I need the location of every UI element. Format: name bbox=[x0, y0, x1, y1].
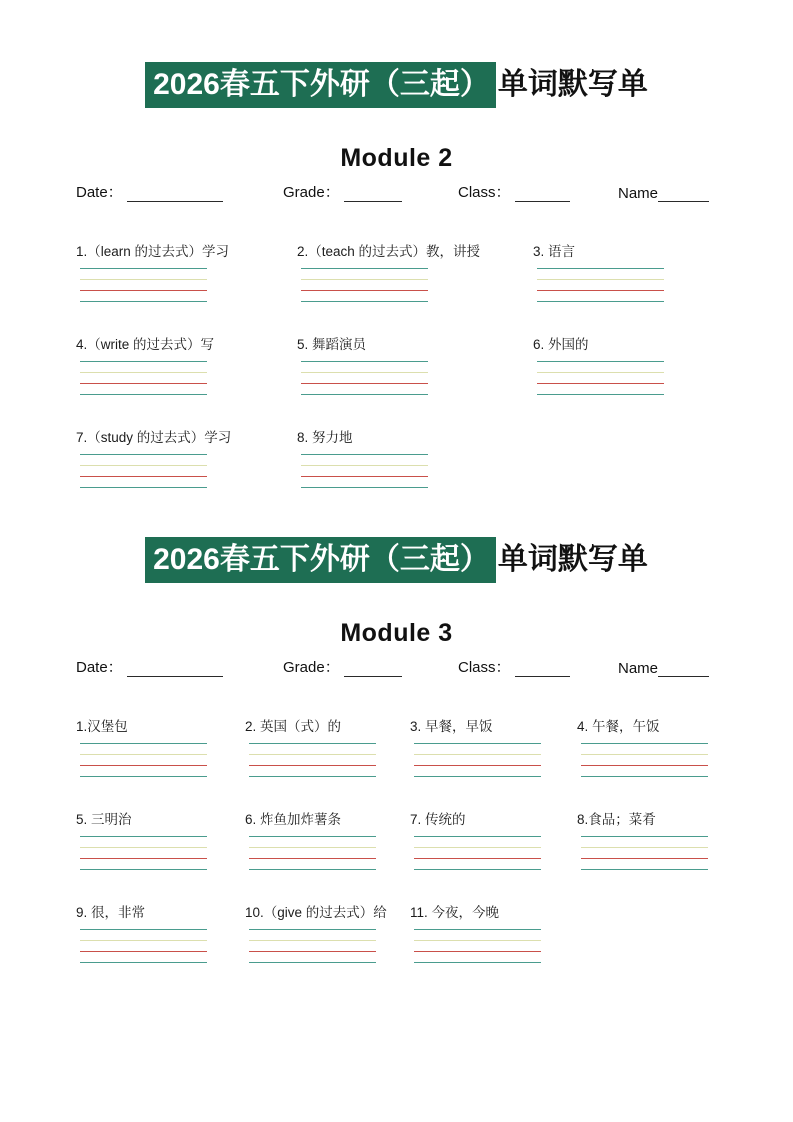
vocab-item bbox=[245, 717, 410, 777]
writing-line-lower-mid bbox=[414, 858, 541, 859]
writing-line-lower-mid bbox=[301, 383, 428, 384]
info-fields-row bbox=[0, 657, 793, 677]
vocab-item bbox=[577, 810, 727, 870]
module-3-section bbox=[0, 537, 793, 963]
banner-rest-text: 单词默写单 bbox=[497, 68, 648, 101]
writing-lines bbox=[297, 268, 428, 302]
vocab-row bbox=[0, 903, 793, 963]
writing-line-bottom bbox=[80, 301, 207, 302]
vocab-item-label: 10.（give 的过去式）给 bbox=[245, 905, 387, 920]
writing-line-top bbox=[301, 268, 428, 269]
vocab-item bbox=[533, 242, 717, 302]
vocab-item bbox=[76, 428, 297, 488]
writing-line-top bbox=[80, 929, 207, 930]
writing-line-lower-mid bbox=[414, 765, 541, 766]
class-label: Class： bbox=[458, 659, 511, 676]
writing-line-top bbox=[414, 743, 541, 744]
writing-line-bottom bbox=[80, 962, 207, 963]
vocab-item bbox=[76, 335, 297, 395]
writing-line-bottom bbox=[249, 869, 376, 870]
name-field bbox=[618, 660, 709, 677]
vocab-item bbox=[410, 810, 577, 870]
writing-line-lower-mid bbox=[581, 765, 708, 766]
vocab-item bbox=[76, 810, 245, 870]
date-field bbox=[76, 656, 283, 677]
writing-line-top bbox=[537, 268, 664, 269]
class-blank bbox=[515, 186, 570, 202]
vocab-item-label: 1.（learn 的过去式）学习 bbox=[76, 244, 230, 259]
writing-lines bbox=[245, 836, 376, 870]
vocab-item-label: 5. 舞蹈演员 bbox=[297, 337, 367, 352]
module-2-section bbox=[0, 0, 793, 488]
writing-line-top bbox=[80, 743, 207, 744]
vocab-item bbox=[410, 903, 577, 963]
vocab-item bbox=[297, 242, 533, 302]
writing-lines bbox=[577, 743, 708, 777]
writing-line-upper-mid bbox=[301, 372, 428, 373]
writing-line-top bbox=[249, 929, 376, 930]
writing-line-upper-mid bbox=[414, 754, 541, 755]
writing-line-upper-mid bbox=[80, 940, 207, 941]
grade-field bbox=[283, 656, 458, 677]
writing-line-top bbox=[249, 836, 376, 837]
vocab-item bbox=[533, 335, 717, 395]
writing-line-lower-mid bbox=[249, 858, 376, 859]
class-blank bbox=[515, 661, 570, 677]
class-label: Class： bbox=[458, 184, 511, 201]
writing-lines bbox=[410, 929, 541, 963]
writing-line-top bbox=[80, 454, 207, 455]
banner-highlight-text: 2026春五下外研（三起） bbox=[145, 62, 496, 108]
writing-line-upper-mid bbox=[301, 279, 428, 280]
vocab-item bbox=[76, 903, 245, 963]
writing-line-upper-mid bbox=[80, 465, 207, 466]
writing-line-bottom bbox=[249, 962, 376, 963]
vocab-item bbox=[410, 717, 577, 777]
writing-line-lower-mid bbox=[80, 476, 207, 477]
writing-line-upper-mid bbox=[249, 940, 376, 941]
writing-line-lower-mid bbox=[537, 290, 664, 291]
writing-line-bottom bbox=[414, 962, 541, 963]
vocab-item-label: 2.（teach 的过去式）教，讲授 bbox=[297, 244, 481, 259]
class-field bbox=[458, 181, 618, 202]
name-blank bbox=[658, 186, 709, 202]
writing-line-upper-mid bbox=[80, 847, 207, 848]
vocab-row bbox=[0, 242, 793, 302]
writing-lines bbox=[76, 454, 207, 488]
grade-label: Grade： bbox=[283, 184, 340, 201]
date-label: Date： bbox=[76, 184, 123, 201]
name-label: Name bbox=[618, 660, 659, 677]
vocab-item bbox=[76, 717, 245, 777]
vocab-item bbox=[245, 810, 410, 870]
vocab-item-label: 9. 很，非常 bbox=[76, 905, 146, 920]
writing-line-bottom bbox=[80, 869, 207, 870]
vocab-item-label: 3. 早餐，早饭 bbox=[410, 719, 493, 734]
writing-lines bbox=[533, 268, 664, 302]
writing-lines bbox=[76, 743, 207, 777]
writing-lines bbox=[76, 929, 207, 963]
writing-line-lower-mid bbox=[537, 383, 664, 384]
writing-lines bbox=[410, 743, 541, 777]
vocab-item bbox=[76, 242, 297, 302]
vocab-item-label: 4. 午餐，午饭 bbox=[577, 719, 660, 734]
sheet-banner bbox=[0, 537, 793, 583]
writing-line-upper-mid bbox=[249, 847, 376, 848]
module-title: Module 3 bbox=[340, 619, 453, 647]
writing-line-top bbox=[249, 743, 376, 744]
writing-line-lower-mid bbox=[80, 858, 207, 859]
vocab-row bbox=[0, 428, 793, 488]
writing-line-bottom bbox=[301, 487, 428, 488]
vocab-item-label: 8. 努力地 bbox=[297, 430, 353, 445]
vocab-row bbox=[0, 810, 793, 870]
vocab-row bbox=[0, 717, 793, 777]
writing-line-bottom bbox=[301, 394, 428, 395]
writing-line-lower-mid bbox=[301, 290, 428, 291]
name-label: Name bbox=[618, 185, 659, 202]
grade-label: Grade： bbox=[283, 659, 340, 676]
writing-lines bbox=[297, 454, 428, 488]
writing-line-upper-mid bbox=[80, 279, 207, 280]
writing-line-upper-mid bbox=[581, 754, 708, 755]
vocab-item-label: 3. 语言 bbox=[533, 244, 576, 259]
writing-line-top bbox=[581, 743, 708, 744]
vocab-item-label: 1.汉堡包 bbox=[76, 719, 128, 734]
vocab-item-label: 11. 今夜，今晚 bbox=[410, 905, 500, 920]
date-blank bbox=[127, 186, 223, 202]
writing-line-upper-mid bbox=[537, 279, 664, 280]
date-field bbox=[76, 181, 283, 202]
writing-lines bbox=[245, 743, 376, 777]
writing-line-top bbox=[80, 268, 207, 269]
writing-line-bottom bbox=[80, 776, 207, 777]
grade-field bbox=[283, 181, 458, 202]
writing-line-top bbox=[80, 836, 207, 837]
vocab-item-label: 6. 外国的 bbox=[533, 337, 589, 352]
banner-highlight-text: 2026春五下外研（三起） bbox=[145, 537, 496, 583]
vocab-item-label: 7.（study 的过去式）学习 bbox=[76, 430, 232, 445]
banner-rest-text: 单词默写单 bbox=[497, 543, 648, 576]
vocab-item-label: 4.（write 的过去式）写 bbox=[76, 337, 215, 352]
writing-line-bottom bbox=[80, 487, 207, 488]
writing-line-upper-mid bbox=[80, 372, 207, 373]
writing-line-top bbox=[301, 454, 428, 455]
writing-lines bbox=[577, 836, 708, 870]
vocab-row bbox=[0, 335, 793, 395]
writing-line-bottom bbox=[301, 301, 428, 302]
writing-line-bottom bbox=[80, 394, 207, 395]
writing-line-bottom bbox=[414, 776, 541, 777]
name-field bbox=[618, 185, 709, 202]
grade-blank bbox=[344, 661, 402, 677]
sheet-banner bbox=[0, 62, 793, 108]
writing-line-upper-mid bbox=[80, 754, 207, 755]
writing-line-lower-mid bbox=[249, 951, 376, 952]
writing-line-bottom bbox=[581, 869, 708, 870]
info-fields-row bbox=[0, 182, 793, 202]
vocab-item-label: 6. 炸鱼加炸薯条 bbox=[245, 812, 342, 827]
class-field bbox=[458, 656, 618, 677]
writing-line-bottom bbox=[537, 394, 664, 395]
writing-line-upper-mid bbox=[414, 940, 541, 941]
writing-line-bottom bbox=[249, 776, 376, 777]
writing-line-top bbox=[414, 929, 541, 930]
writing-line-upper-mid bbox=[537, 372, 664, 373]
vocab-item-label: 8.食品；菜肴 bbox=[577, 812, 656, 827]
writing-line-lower-mid bbox=[80, 951, 207, 952]
vocab-item bbox=[297, 428, 533, 488]
writing-line-upper-mid bbox=[581, 847, 708, 848]
writing-line-lower-mid bbox=[80, 765, 207, 766]
date-label: Date： bbox=[76, 659, 123, 676]
vocab-item bbox=[297, 335, 533, 395]
writing-line-top bbox=[537, 361, 664, 362]
vocab-item bbox=[245, 903, 410, 963]
writing-line-top bbox=[414, 836, 541, 837]
writing-lines bbox=[76, 361, 207, 395]
writing-line-upper-mid bbox=[249, 754, 376, 755]
writing-lines bbox=[76, 268, 207, 302]
writing-lines bbox=[410, 836, 541, 870]
writing-line-bottom bbox=[581, 776, 708, 777]
vocab-item bbox=[577, 717, 727, 777]
date-blank bbox=[127, 661, 223, 677]
writing-line-top bbox=[581, 836, 708, 837]
writing-line-upper-mid bbox=[414, 847, 541, 848]
writing-line-lower-mid bbox=[581, 858, 708, 859]
writing-lines bbox=[245, 929, 376, 963]
writing-line-lower-mid bbox=[80, 383, 207, 384]
writing-line-top bbox=[301, 361, 428, 362]
name-blank bbox=[658, 661, 709, 677]
vocab-item-label: 7. 传统的 bbox=[410, 812, 466, 827]
writing-line-lower-mid bbox=[414, 951, 541, 952]
grade-blank bbox=[344, 186, 402, 202]
writing-line-lower-mid bbox=[301, 476, 428, 477]
writing-line-lower-mid bbox=[80, 290, 207, 291]
vocab-item-label: 5. 三明治 bbox=[76, 812, 132, 827]
vocab-item-label: 2. 英国（式）的 bbox=[245, 719, 342, 734]
writing-lines bbox=[76, 836, 207, 870]
writing-line-bottom bbox=[537, 301, 664, 302]
writing-line-upper-mid bbox=[301, 465, 428, 466]
writing-line-bottom bbox=[414, 869, 541, 870]
writing-line-lower-mid bbox=[249, 765, 376, 766]
writing-lines bbox=[297, 361, 428, 395]
writing-line-top bbox=[80, 361, 207, 362]
module-title: Module 2 bbox=[340, 144, 453, 172]
writing-lines bbox=[533, 361, 664, 395]
